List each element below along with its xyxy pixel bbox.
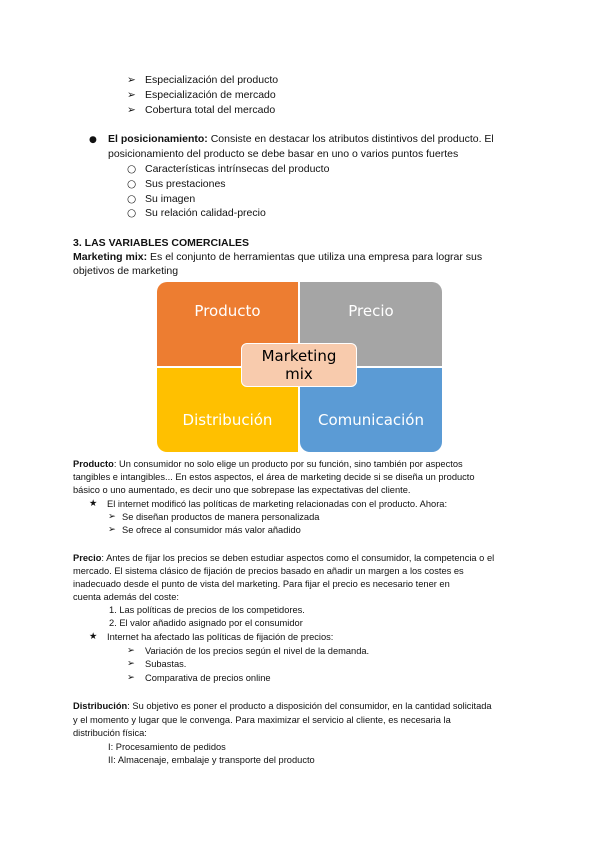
distribucion-term: Distribución [73, 701, 128, 711]
list-item: Su imagen [145, 193, 196, 205]
marketing-mix-center-label: Marketing mix [241, 343, 357, 387]
precio-line3: inadecuado desde el punto de vista del marketing. Para fijar el precio es necesario tener en [73, 579, 450, 589]
marketing-mix-line1 [73, 250, 482, 264]
distribucion-line1 [73, 700, 492, 713]
list-item: Su relación calidad-precio [145, 207, 266, 219]
arrow-bullet-icon: ➢ [127, 658, 135, 669]
roman-item: II: Almacenaje, embalaje y transporte del producto [108, 755, 315, 765]
list-item: Se diseñan productos de manera personalizada [122, 512, 320, 522]
precio-line2: mercado. El sistema clásico de fijación de precios basado en añadir un margen a los costes es [73, 566, 464, 576]
precio-text1: : Antes de fijar los precios se deben estudiar aspectos como el consumidor, la competencia o el [101, 553, 495, 563]
circle-bullet-icon: ○ [127, 207, 137, 219]
producto-label: Producto [194, 302, 261, 320]
list-item: Variación de los precios según el nivel de la demanda. [145, 646, 370, 656]
section-heading: 3. LAS VARIABLES COMERCIALES [73, 237, 249, 249]
list-item: Especialización del producto [145, 74, 279, 86]
producto-line3: básico o uno aumentado, es decir uno que sobrepase las expectativas del cliente. [73, 485, 411, 495]
arrow-bullet-icon: ➢ [127, 672, 135, 683]
numbered-item: 2. El valor añadido asignado por el consumidor [109, 618, 303, 628]
producto-star-text: El internet modificó las políticas de marketing relacionadas con el producto. Ahora: [107, 499, 448, 509]
precio-label: Precio [348, 302, 394, 320]
arrow-bullet-icon: ➢ [108, 511, 116, 522]
distribucion-line2: y el momento y lugar que le convenga. Para maximizar el servicio al cliente, es necesaria la [73, 715, 451, 725]
producto-line1 [73, 458, 463, 471]
marketing-mix-diagram [157, 282, 442, 452]
marketing-mix-text1: Es el conjunto de herramientas que utiliza una empresa para lograr sus [150, 251, 483, 263]
producto-text1: : Un consumidor no solo elige un producto por su función, sino también por aspectos [113, 459, 463, 469]
star-bullet-icon: ★ [89, 498, 98, 509]
arrow-bullet-icon: ➢ [127, 104, 136, 116]
list-item: Se ofrece al consumidor más valor añadido [122, 525, 301, 535]
circle-bullet-icon: ○ [127, 163, 137, 175]
comunicacion-label: Comunicación [318, 411, 424, 429]
list-item: Subastas. [145, 659, 187, 669]
list-item: Características intrínsecas del producto [145, 163, 330, 175]
list-item: Cobertura total del mercado [145, 104, 276, 116]
arrow-bullet-icon: ➢ [127, 89, 136, 101]
posicionamiento-term: El posicionamiento: [108, 133, 208, 145]
precio-line4: cuenta además del coste: [73, 592, 179, 602]
roman-item: I: Procesamiento de pedidos [108, 742, 226, 752]
precio-star-text: Internet ha afectado las políticas de fijación de precios: [107, 632, 334, 642]
list-item: Comparativa de precios online [145, 673, 271, 683]
posicionamiento-line1 [108, 132, 494, 146]
distribucion-label: Distribución [182, 411, 273, 429]
arrow-bullet-icon: ➢ [108, 524, 116, 535]
circle-bullet-icon: ○ [127, 178, 137, 190]
list-item: Especialización de mercado [145, 89, 276, 101]
arrow-bullet-icon: ➢ [127, 74, 136, 86]
posicionamiento-text1: Consiste en destacar los atributos distintivos del producto. El [210, 133, 494, 145]
star-bullet-icon: ★ [89, 631, 98, 642]
arrow-bullet-icon: ➢ [127, 645, 135, 656]
distribucion-text1: : Su objetivo es poner el producto a disposición del consumidor, en la cantidad solicitada [127, 701, 492, 711]
precio-term: Precio [73, 553, 102, 563]
marketing-mix-term: Marketing mix: [73, 251, 148, 263]
marketing-mix-text2: objetivos de marketing [73, 265, 179, 277]
bullet-icon: ● [89, 135, 97, 145]
precio-line1 [73, 552, 494, 565]
producto-line2: tangibles e intangibles... En estos aspectos, el área de marketing decide si se diseña un producto [73, 472, 475, 482]
circle-bullet-icon: ○ [127, 193, 137, 205]
list-item: Sus prestaciones [145, 178, 226, 190]
distribucion-line3: distribución física: [73, 728, 147, 738]
producto-term: Producto [73, 459, 114, 469]
numbered-item: 1. Las políticas de precios de los competidores. [109, 605, 305, 615]
posicionamiento-text2: posicionamiento del producto se debe basar en uno o varios puntos fuertes [108, 148, 459, 160]
